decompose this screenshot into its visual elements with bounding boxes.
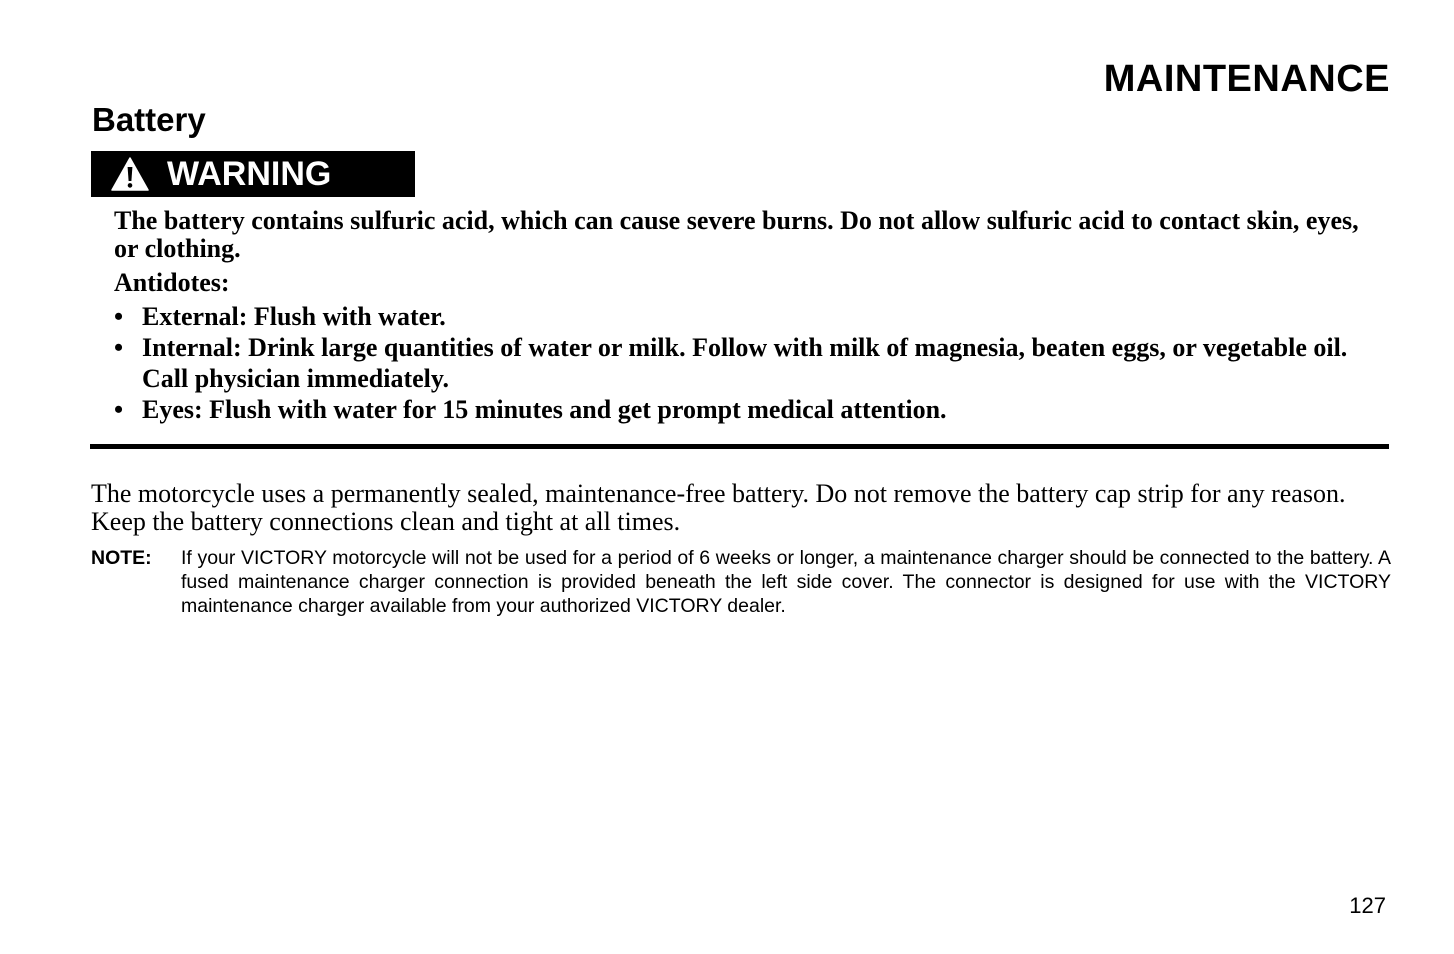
section-title: Battery bbox=[92, 101, 206, 138]
note-text: If your VICTORY motorcycle will not be used for a period of 6 weeks or longer, a maintenance charger should be connected to the battery. A fused maintenance charger connection is provided beneath the left side cover. The connector is designed for use with the VICTORY maintenance charger available from your authorized VICTORY dealer. bbox=[181, 547, 1391, 617]
chapter-title: MAINTENANCE bbox=[1103, 58, 1390, 100]
bullet: • bbox=[114, 395, 124, 424]
warning-divider bbox=[90, 444, 1389, 449]
bullet: • bbox=[114, 333, 124, 362]
antidote-text: External: Flush with water. bbox=[142, 302, 446, 331]
antidote-item-eyes bbox=[114, 394, 1374, 425]
warning-statement: The battery contains sulfuric acid, which can cause severe burns. Do not allow sulfuric acid to contact skin, eyes, or clothing. bbox=[114, 206, 1359, 263]
warning-banner bbox=[91, 151, 415, 197]
battery-paragraph: The motorcycle uses a permanently sealed, maintenance-free battery. Do not remove the battery cap strip for any reason. Keep the battery connections clean and tight at all times. bbox=[91, 479, 1346, 536]
warning-triangle-icon bbox=[111, 157, 149, 191]
antidote-list bbox=[114, 301, 1374, 425]
antidote-item-internal bbox=[114, 332, 1374, 394]
note-block bbox=[91, 546, 1391, 618]
antidotes-heading: Antidotes: bbox=[114, 268, 230, 297]
bullet: • bbox=[114, 302, 124, 331]
antidote-text: Internal: Drink large quantities of water or milk. Follow with milk of magnesia, beaten eggs, or vegetable oil. Call physician immediately. bbox=[142, 333, 1348, 393]
note-label: NOTE: bbox=[91, 547, 152, 569]
warning-label: WARNING bbox=[167, 155, 332, 193]
antidote-item-external bbox=[114, 301, 1374, 332]
warning-body bbox=[114, 207, 1374, 425]
page-number: 127 bbox=[1349, 893, 1386, 918]
antidote-text: Eyes: Flush with water for 15 minutes and get prompt medical attention. bbox=[142, 395, 947, 424]
